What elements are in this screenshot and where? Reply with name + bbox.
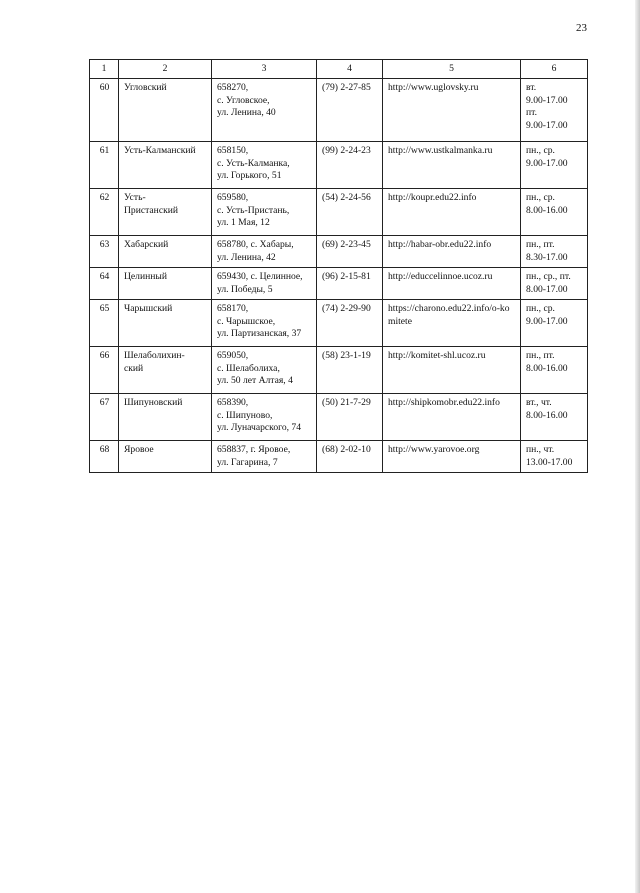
working-hours-line: 9.00-17.00 — [526, 119, 568, 131]
district-name-line: Целинный — [124, 271, 167, 283]
working-hours-cell — [521, 142, 588, 189]
district-name-cell — [119, 236, 212, 268]
table-row — [90, 79, 588, 142]
address-line: с. Чарышское, — [217, 315, 276, 327]
district-name-cell — [119, 441, 212, 473]
district-name-cell — [119, 394, 212, 441]
working-hours-line: пн., ср. — [526, 145, 555, 157]
table-row — [90, 441, 588, 473]
website-cell: http://shipkomobr.edu22.info — [383, 394, 521, 441]
website-cell: http://www.yarovoe.org — [383, 441, 521, 473]
address-line: 659430, с. Целинное, — [217, 271, 303, 283]
working-hours-cell — [521, 268, 588, 300]
address-line: ул. Горького, 51 — [217, 170, 282, 182]
address-line: ул. Гагарина, 7 — [217, 456, 278, 468]
working-hours-line: 9.00-17.00 — [526, 157, 568, 169]
working-hours-cell — [521, 347, 588, 394]
district-name-line: Усть-Калманский — [124, 145, 196, 157]
working-hours-line: 8.00-17.00 — [526, 283, 568, 295]
row-number-cell: 65 — [90, 300, 119, 347]
row-number-cell: 63 — [90, 236, 119, 268]
address-cell — [212, 189, 317, 236]
website-cell: https://charono.edu22.info/o-komitete — [383, 300, 521, 347]
district-name-line: Шипуновский — [124, 397, 183, 409]
working-hours-line: пн., чт. — [526, 444, 555, 456]
district-name-cell — [119, 79, 212, 142]
working-hours-line: пн., пт. — [526, 350, 555, 362]
district-name-line: Пристанский — [124, 204, 179, 216]
address-line: с. Усть-Пристань, — [217, 204, 290, 216]
scan-edge — [635, 0, 640, 893]
phone-cell: (54) 2-24-56 — [317, 189, 383, 236]
column-header: 6 — [521, 60, 588, 79]
table-body — [90, 79, 588, 473]
district-contacts-table — [89, 59, 588, 473]
table-row — [90, 347, 588, 394]
address-line: 658780, с. Хабары, — [217, 239, 294, 251]
working-hours-line: пн., пт. — [526, 239, 555, 251]
column-header: 4 — [317, 60, 383, 79]
row-number-cell: 67 — [90, 394, 119, 441]
address-line: с. Шипуново, — [217, 409, 273, 421]
working-hours-cell — [521, 300, 588, 347]
address-line: с. Угловское, — [217, 94, 270, 106]
address-line: 658150, — [217, 145, 249, 157]
website-cell: http://koupr.edu22.info — [383, 189, 521, 236]
column-header: 5 — [383, 60, 521, 79]
address-cell — [212, 268, 317, 300]
working-hours-line: 9.00-17.00 — [526, 94, 568, 106]
address-line: 658837, г. Яровое, — [217, 444, 291, 456]
row-number-cell: 68 — [90, 441, 119, 473]
district-name-line: Яровое — [124, 444, 154, 456]
table-row — [90, 236, 588, 268]
working-hours-line: пн., ср. — [526, 303, 555, 315]
working-hours-cell — [521, 79, 588, 142]
working-hours-cell — [521, 236, 588, 268]
website-cell: http://educcelinnoe.ucoz.ru — [383, 268, 521, 300]
working-hours-line: пн., ср. — [526, 192, 555, 204]
column-header: 3 — [212, 60, 317, 79]
table-row — [90, 142, 588, 189]
website-cell: http://www.uglovsky.ru — [383, 79, 521, 142]
working-hours-line: вт., чт. — [526, 397, 552, 409]
working-hours-cell — [521, 394, 588, 441]
website-cell: http://komitet-shl.ucoz.ru — [383, 347, 521, 394]
district-name-cell — [119, 142, 212, 189]
district-name-line: Усть- — [124, 192, 146, 204]
column-header: 2 — [119, 60, 212, 79]
phone-cell: (79) 2-27-85 — [317, 79, 383, 142]
row-number-cell: 61 — [90, 142, 119, 189]
table-row — [90, 189, 588, 236]
address-line: ул. Победы, 5 — [217, 283, 273, 295]
address-cell — [212, 79, 317, 142]
table-row — [90, 268, 588, 300]
address-line: ул. Ленина, 42 — [217, 251, 276, 263]
address-cell — [212, 394, 317, 441]
district-name-line: Шелаболихин- — [124, 350, 185, 362]
district-name-line: Угловский — [124, 82, 167, 94]
address-cell — [212, 236, 317, 268]
district-name-cell — [119, 300, 212, 347]
website-cell: http://habar-obr.edu22.info — [383, 236, 521, 268]
address-line: 658170, — [217, 303, 249, 315]
working-hours-line: 8.00-16.00 — [526, 362, 568, 374]
website-cell: http://www.ustkalmanka.ru — [383, 142, 521, 189]
address-line: ул. Ленина, 40 — [217, 107, 276, 119]
phone-cell: (68) 2-02-10 — [317, 441, 383, 473]
address-line: 658270, — [217, 82, 249, 94]
working-hours-line: 8.30-17.00 — [526, 251, 568, 263]
phone-cell: (96) 2-15-81 — [317, 268, 383, 300]
working-hours-line: вт. — [526, 82, 537, 94]
address-cell — [212, 300, 317, 347]
district-name-cell — [119, 347, 212, 394]
district-name-line: Хабарский — [124, 239, 169, 251]
district-name-cell — [119, 268, 212, 300]
table-row — [90, 394, 588, 441]
address-cell — [212, 347, 317, 394]
working-hours-line: 8.00-16.00 — [526, 204, 568, 216]
working-hours-cell — [521, 189, 588, 236]
address-line: 659050, — [217, 350, 249, 362]
address-line: ул. 1 Мая, 12 — [217, 217, 270, 229]
working-hours-line: 13.00-17.00 — [526, 456, 573, 468]
address-line: ул. 50 лет Алтая, 4 — [217, 375, 293, 387]
working-hours-cell — [521, 441, 588, 473]
working-hours-line: пт. — [526, 107, 538, 119]
column-header: 1 — [90, 60, 119, 79]
phone-cell: (69) 2-23-45 — [317, 236, 383, 268]
address-line: с. Усть-Калманка, — [217, 157, 290, 169]
working-hours-line: 9.00-17.00 — [526, 315, 568, 327]
address-cell — [212, 142, 317, 189]
phone-cell: (50) 21-7-29 — [317, 394, 383, 441]
district-name-line: ский — [124, 362, 144, 374]
page-number: 23 — [576, 22, 587, 34]
address-line: ул. Партизанская, 37 — [217, 328, 302, 340]
row-number-cell: 60 — [90, 79, 119, 142]
row-number-cell: 62 — [90, 189, 119, 236]
row-number-cell: 64 — [90, 268, 119, 300]
address-line: 658390, — [217, 397, 249, 409]
address-line: 659580, — [217, 192, 249, 204]
phone-cell: (99) 2-24-23 — [317, 142, 383, 189]
table-header-row — [90, 60, 588, 79]
working-hours-line: 8.00-16.00 — [526, 409, 568, 421]
row-number-cell: 66 — [90, 347, 119, 394]
district-name-line: Чарышский — [124, 303, 173, 315]
phone-cell: (74) 2-29-90 — [317, 300, 383, 347]
address-line: ул. Луначарского, 74 — [217, 422, 302, 434]
address-cell — [212, 441, 317, 473]
district-name-cell — [119, 189, 212, 236]
phone-cell: (58) 23-1-19 — [317, 347, 383, 394]
working-hours-line: пн., ср., пт. — [526, 271, 571, 283]
table-row — [90, 300, 588, 347]
address-line: с. Шелаболиха, — [217, 362, 280, 374]
